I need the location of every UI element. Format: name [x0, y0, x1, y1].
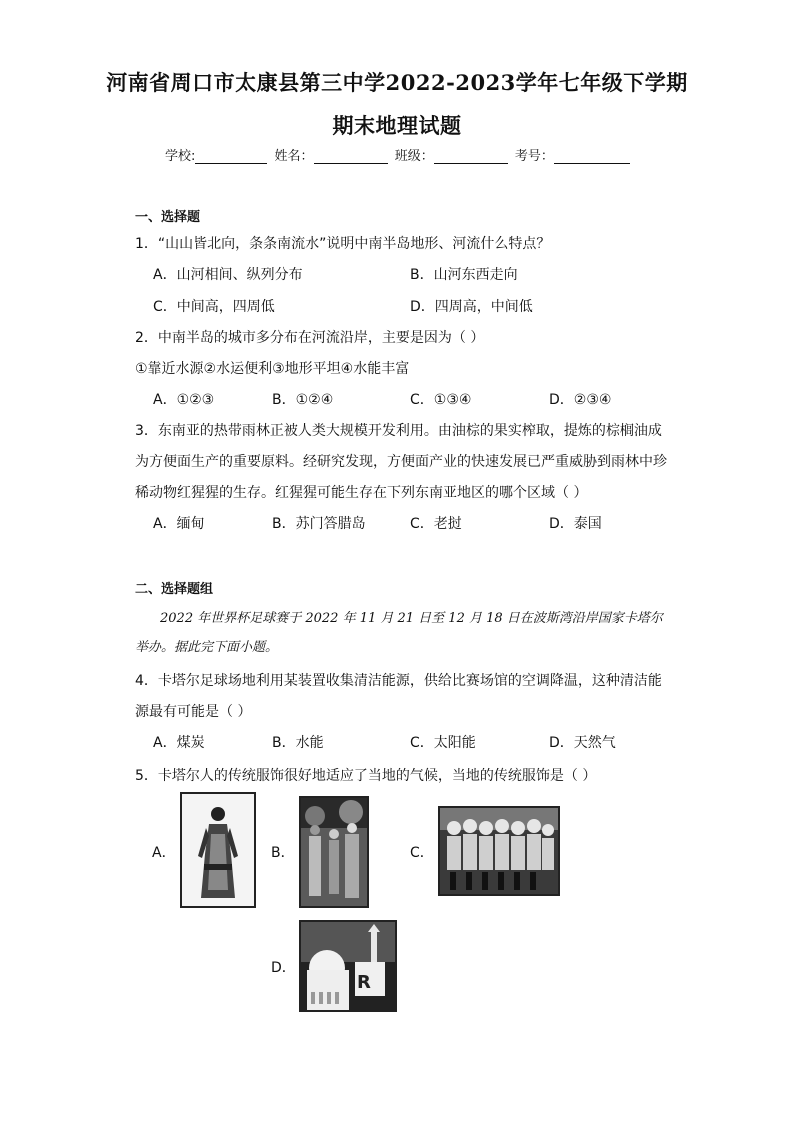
q5-stem: 5．卡塔尔人的传统服饰很好地适应了当地的气候，当地的传统服饰是（ ）	[135, 768, 597, 784]
name-label: 姓名：	[274, 149, 314, 164]
q4-option-d: D．天然气	[549, 735, 616, 751]
q1-option-b: B．山河东西走向	[410, 267, 518, 283]
q2-option-d: D．②③④	[549, 392, 612, 408]
q4-stem-line1: 4．卡塔尔足球场地利用某装置收集清洁能源，供给比赛场馆的空调降温，这种清洁能	[135, 673, 662, 689]
q1-option-c: C．中间高，四周低	[153, 299, 275, 315]
exam-title-line2: 期末地理试题	[332, 113, 462, 138]
q3-option-b: B．苏门答腊岛	[272, 516, 366, 532]
q5-option-d-photo	[299, 920, 397, 1012]
exam-title-line1: 河南省周口市太康县第三中学2022-2023学年七年级下学期	[106, 70, 688, 95]
q5-option-b-label: B．	[271, 845, 295, 861]
q5-option-c-label: C．	[410, 845, 434, 861]
q5-option-d-label: D．	[271, 960, 296, 976]
q3-option-d: D．泰国	[549, 516, 602, 532]
q4-option-b: B．水能	[272, 735, 324, 751]
student-info-row	[165, 145, 633, 164]
q5-option-c-photo	[438, 806, 560, 896]
school-label: 学校:	[165, 149, 196, 164]
q2-option-c: C．①③④	[410, 392, 472, 408]
group-intro-line1: 2022 年世界杯足球赛于 2022 年 11 月 21 日至 12 月 18 日在波斯湾沿岸国家卡塔尔	[160, 611, 663, 626]
q4-stem-line2: 源最有可能是（ ）	[135, 704, 252, 720]
school-blank	[195, 149, 267, 164]
forest-people-illustration	[301, 798, 367, 906]
section2-heading: 二、选择题组	[135, 582, 214, 597]
section1-heading: 一、选择题	[135, 210, 201, 225]
q1-option-d: D．四周高，中间低	[410, 299, 533, 315]
q2-option-a: A．①②③	[153, 392, 215, 408]
exam-number-label: 考号：	[514, 149, 554, 164]
q3-option-c: C．老挝	[410, 516, 462, 532]
name-blank	[314, 149, 388, 164]
q5-option-a-label: A．	[152, 845, 176, 861]
class-label: 班级：	[394, 149, 434, 164]
q4-option-c: C．太阳能	[410, 735, 476, 751]
svg-text:R: R	[357, 972, 371, 993]
q1-stem: 1．“山山皆北向，条条南流水”说明中南半岛地形、河流什么特点？	[135, 236, 551, 252]
q5-option-a-photo	[180, 792, 256, 908]
q3-stem-line3: 稀动物红猩猩的生存。红猩猩可能生存在下列东南亚地区的哪个区域（ ）	[135, 485, 588, 501]
group-photo-illustration	[440, 808, 558, 894]
q5-option-b-photo	[299, 796, 369, 908]
q3-stem-line1: 3．东南亚的热带雨林正被人类大规模开发利用。由油棕的果实榨取，提炼的棕榈油成	[135, 423, 662, 439]
robed-figure-illustration	[182, 794, 254, 906]
q4-option-a: A．煤炭	[153, 735, 205, 751]
class-blank	[434, 149, 508, 164]
exam-number-blank	[554, 149, 630, 164]
q2-option-b: B．①②④	[272, 392, 334, 408]
q3-option-a: A．缅甸	[153, 516, 205, 532]
q2-stem: 2．中南半岛的城市多分布在河流沿岸，主要是因为（ ）	[135, 330, 485, 346]
q2-choices: ①靠近水源②水运便利③地形平坦④水能丰富	[135, 361, 410, 377]
mosque-city-illustration	[301, 922, 395, 1010]
q3-stem-line2: 为方便面生产的重要原料。经研究发现，方便面产业的快速发展已严重威胁到雨林中珍	[135, 454, 667, 470]
group-intro-line2: 举办。据此完下面小题。	[135, 640, 279, 655]
q1-option-a: A．山河相间、纵列分布	[153, 267, 303, 283]
